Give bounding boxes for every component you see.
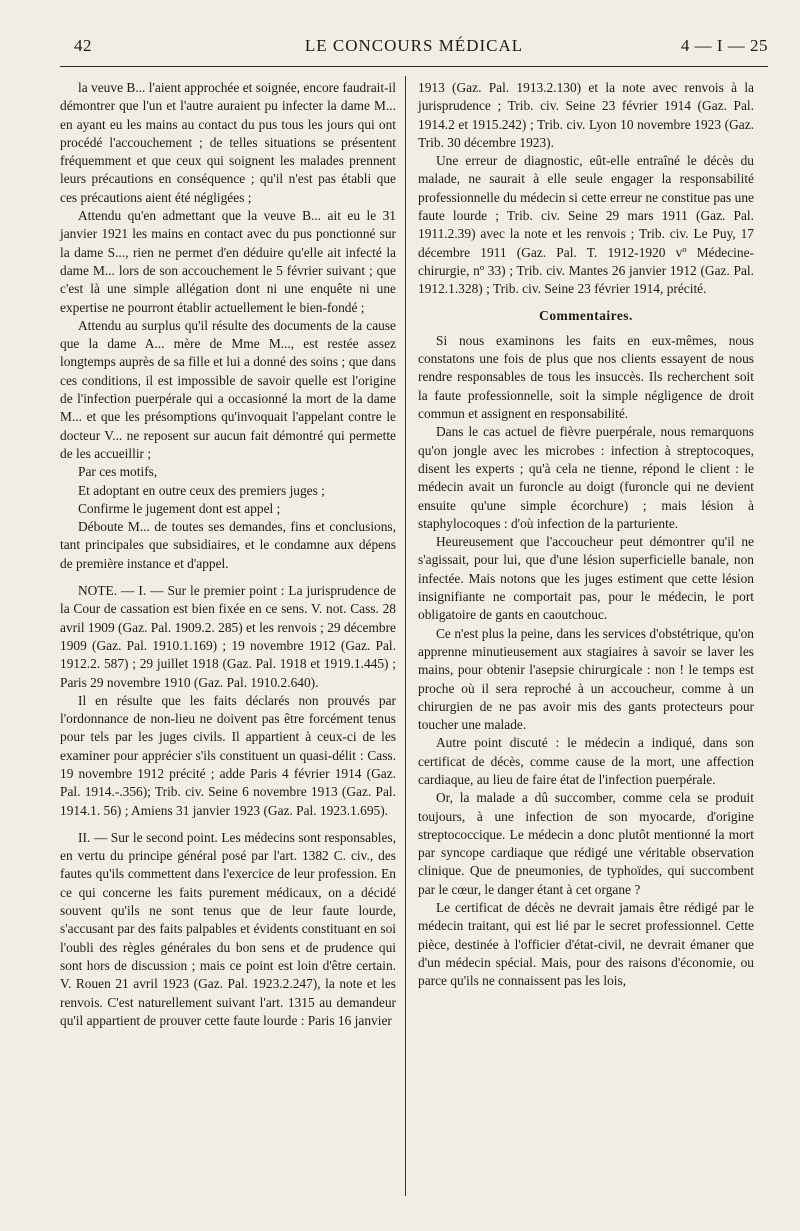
left-column xyxy=(60,79,396,1030)
paragraph: Si nous examinons les faits en eux-mêmes, nous constatons une fois de plus que nos clients essayent de nous rendre responsables de tous les insuccès. Ils recherchent soit la faute professionnelle, soit la simple négligence de droit commun et assignent en responsabilité. xyxy=(418,332,754,422)
paragraph: Autre point discuté : le médecin a indiqué, dans son certificat de décès, comme cause de la mort, une affection cardiaque, au lieu de faire état de l'infection puerpérale. xyxy=(418,735,754,787)
paragraph: Ce n'est plus la peine, dans les services d'obstétrique, qu'on apprenne minutieusement aux stagiaires à savoir se laver les mains, pour obtenir l'asepsie chirurgicale : non ! le temps est proche où il sera reproché à un accoucheur, comme à un chirurgien de ne pas avoir mis des gants protecteurs pour toucher une malade. xyxy=(418,625,754,733)
paragraph: Le certificat de décès ne devrait jamais être rédigé par le médecin traitant, qui est lié par le secret professionnel. Cette pièce, destinée à l'officier d'état-civil, ne devrait émaner que d'un médecin spécial. Mais, pour des raisons d'économie, ou parce qu'ils ne connaissent pas les lois, xyxy=(418,900,754,989)
paragraph: 1913 (Gaz. Pal. 1913.2.130) et la note avec renvois à la jurisprudence ; Trib. civ. Seine 23 février 1914 (Gaz. Pal. 1914.2 et 1915.242) ; Trib. civ. Lyon 10 novembre 1923 (Gaz. Trib. 30 décembre 1923). xyxy=(418,80,754,150)
paragraph: Dans le cas actuel de fièvre puerpérale, nous remarquons qu'on jongle avec les microbes : infection à streptocoques, disent les experts ; qu'à cela ne tienne, répond le client : le médecin avait un furoncle au doigt (furoncle qui ne devient ensuite qu'une simple écorchure) ; mais lésion à staphylocoques : d'où infection de la parturiente. xyxy=(418,424,754,531)
paragraph: Heureusement que l'accoucheur peut démontrer qu'il ne s'agissait, pour lui, que d'une lésion superficielle banale, non infectée. Mais notons que les juges estiment que cette lésion insignifiante ne comportait pas, pour le médecin, le port obligatoire de gants en caoutchouc. xyxy=(418,534,754,623)
paragraph: Or, la malade a dû succomber, comme cela se produit toujours, à une infection de son myocarde, d'origine streptococcique. Le médecin a donc plutôt mentionné la mort par syncope cardiaque que rédigé une véritable observation clinique. Que de pneumonies, de typhoïdes, qui succombent par le cœur, le danger étant à cet organe ? xyxy=(418,790,754,897)
paragraph: Et adoptant en outre ceux des premiers juges ; xyxy=(78,482,325,498)
paragraph: Par ces motifs, xyxy=(78,464,158,480)
paragraph: la veuve B... l'aient approchée et soignée, encore faudrait-il démontrer que l'un et l'autre auraient pu infecter la dame M... en ayant eu les mains au contact du pus tous les jours qui ont procédé l'accouchement ; de telles situations se présentent fréquemment et que ceux qui soignent les malades prennent leurs précautions en conséquence ; qu'il n'est pas établi que ces précautions aient été négligées ; xyxy=(60,80,396,205)
journal-title: LE CONCOURS MÉDICAL xyxy=(304,36,524,55)
note-paragraph: Il en résulte que les faits déclarés non prouvés par l'ordonnance de non-lieu ne doivent pas être forcément tenus pour tels par les juges civils. Il appartient à ceux-ci de les examiner pour apprécier s'ils constituent un quasi-délit : Cass. 19 novembre 1912 précité ; adde Paris 4 février 1914 (Gaz. Pal. 1914.-.356); Trib. civ. Seine 6 novembre 1913 (Gaz. Pal. 1914.1. 56) ; Amiens 31 janvier 1923 (Gaz. Pal. 1923.1.695). xyxy=(60,692,396,818)
note-paragraph: NOTE. — I. — Sur le premier point : La jurisprudence de la Cour de cassation est bien fixée en ce sens. V. not. Cass. 28 avril 1909 (Gaz. Pal. 1909.2. 285) et les renvois ; 29 décembre 1909 (Gaz. Pal. 1910.1.169) ; 19 novembre 1912 (Gaz. Pal. 1912.2. 587) ; 29 juillet 1918 (Gaz. Pal. 1918 et 1919.1.445) ; Paris 29 novembre 1910 (Gaz. Pal. 1910.2.640). xyxy=(60,583,396,690)
paragraph: Attendu au surplus qu'il résulte des documents de la cause que la dame A... mère de Mme M..., est restée assez longtemps auprès de sa fille et lui a donné des soins ; que dans ces conditions, il est impossible de savoir quelle est l'origine de l'infection puerpérale qui a occasionné la mort de la dame M... et que les présomptions qu'invoquait l'appelant contre le docteur V... ne reposent sur aucun fait démontré qui permette de les accueillir ; xyxy=(60,317,396,461)
paragraph: Une erreur de diagnostic, eût-elle entraîné le décès du malade, ne saurait à elle seule engager la responsabilité professionnelle du médecin si cette erreur ne constitue pas une faute lourde ; Trib. civ. Seine 29 mars 1911 (Gaz. Pal. 1911.2.39) avec la note et les renvois ; Trib. civ. Le Puy, 17 décembre 1911 (Gaz. Pal. T. 1912-1920 vº Médecine-chirurgie, nº 33) ; Trib. civ. Mantes 26 janvier 1912 (Gaz. Pal. 1912.1.328) ; Trib. civ. Seine 23 février 1914, précité. xyxy=(418,153,754,297)
paragraph: Attendu qu'en admettant que la veuve B... ait eu le 31 janvier 1921 les mains en contact avec du pus ponctionné sur la dame S..., rien ne permet d'en déduire qu'elle ait infecté la dame M... lors de son accouchement le 5 février suivant ; que c'est là une simple allégation dont ni une enquête ni une expertise ne pourront établir actuellement le bien-fondé ; xyxy=(60,208,396,315)
column-divider xyxy=(405,76,406,1196)
note-paragraph: II. — Sur le second point. Les médecins sont responsables, en vertu du principe général posé par l'art. 1382 C. civ., des fautes qu'ils commettent dans l'exercice de leur profession. En ce qui concerne les faits purement médicaux, on a décidé souvent qu'ils ne sont tenus que de leur faute lourde, s'accusant par des faits palpables et évidents constituant en soi l'oubli des règles générales du bon sens et de prudence qui sont hors de discussion ; mais ce point est loin d'être certain. V. Rouen 21 avril 1923 (Gaz. Pal. 1923.2.247), la note et les renvois. C'est naturellement suivant l'art. 1315 au demandeur qu'il appartient de prouver cette faute lourde : Paris 16 janvier xyxy=(60,829,396,1028)
header-rule xyxy=(60,66,768,67)
section-heading: Commentaires. xyxy=(539,307,633,323)
paragraph: Déboute M... de toutes ses demandes, fins et conclusions, tant principales que subsidiaires, et le condamne aux dépens de première instance et d'appel. xyxy=(60,519,396,571)
paragraph: Confirme le jugement dont est appel ; xyxy=(78,500,281,516)
right-column xyxy=(418,79,754,991)
page-number: 42 xyxy=(74,36,92,55)
running-header xyxy=(60,36,768,66)
issue-date: 4 — I — 25 xyxy=(680,36,768,55)
